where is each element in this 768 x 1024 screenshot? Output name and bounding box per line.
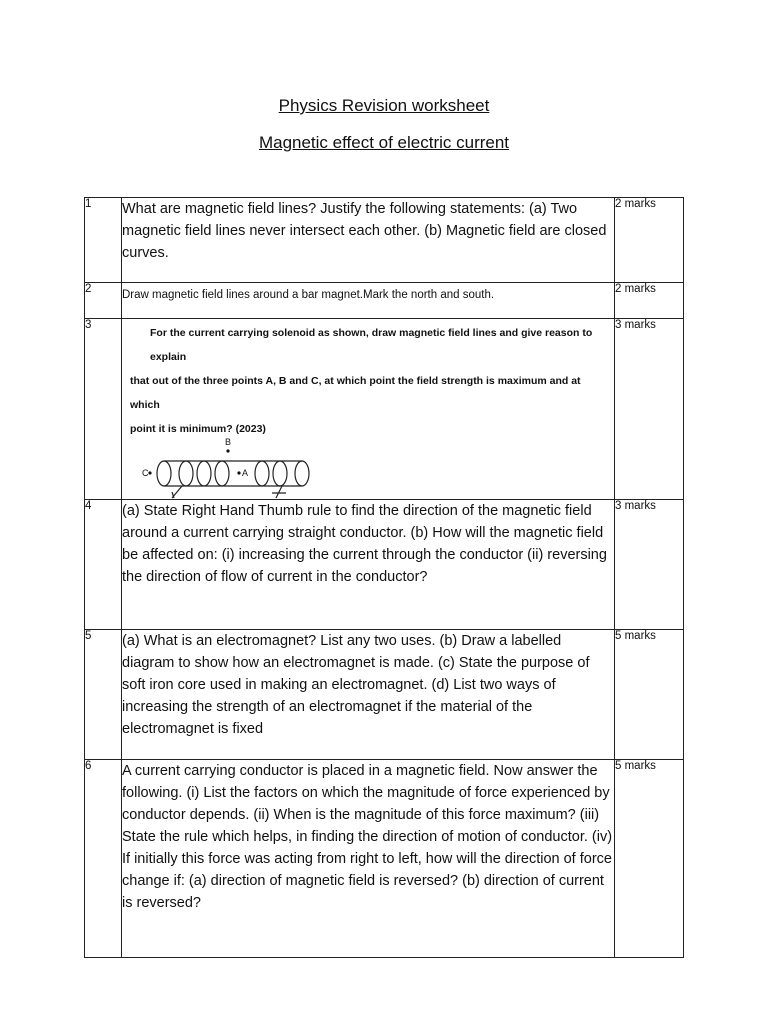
question-marks: 2 marks [615, 283, 684, 319]
question-number: 5 [85, 630, 122, 760]
question-number: 6 [85, 760, 122, 958]
question-text [122, 319, 614, 441]
point-b-label: B [224, 437, 232, 447]
question-number: 1 [85, 198, 122, 283]
question-row-5 [85, 630, 684, 760]
question-row-6 [85, 760, 684, 958]
question-row-4 [85, 500, 684, 630]
question-marks: 2 marks [615, 198, 684, 283]
question-row-3 [85, 319, 684, 500]
question-number: 2 [85, 283, 122, 319]
point-a-label: A [242, 468, 249, 478]
question-number: 3 [85, 319, 122, 500]
question-marks: 5 marks [615, 630, 684, 760]
solenoid-coil [157, 461, 309, 498]
worksheet-subtitle: Magnetic effect of electric current [258, 133, 510, 152]
point-c-label: C [142, 468, 149, 478]
question-marks: 3 marks [615, 500, 684, 630]
question-text: Draw magnetic field lines around a bar magnet.Mark the north and south. [122, 283, 615, 319]
point-a-dot [237, 471, 240, 474]
solenoid-diagram [136, 435, 336, 499]
question-marks: 3 marks [615, 319, 684, 500]
question-text: (a) State Right Hand Thumb rule to find the direction of the magnetic field around a current carrying straight conductor. (b) How will the magnetic field be affected on: (i) increasing the current through the conductor (ii) reversing the direction of flow of current in the conductor? [122, 500, 615, 630]
question-row-2 [85, 283, 684, 319]
question-text-line: point it is minimum? (2023) [130, 423, 266, 435]
questions-table [84, 197, 684, 958]
question-text: What are magnetic field lines? Justify the following statements: (a) Two magnetic field lines never intersect each other. (b) Magnetic field are closed curves. [122, 198, 615, 283]
question-text-line: For the current carrying solenoid as shown, draw magnetic field lines and give reason to explain [150, 327, 593, 363]
question-text: (a) What is an electromagnet? List any two uses. (b) Draw a labelled diagram to show how an electromagnet is made. (c) State the purpose of soft iron core used in making an electromagnet. (d) List two ways of increasing the strength of an electromagnet if the material of the electromagnet is fixed [122, 630, 615, 760]
point-b-dot [226, 449, 229, 452]
question-row-1 [85, 198, 684, 283]
question-number: 4 [85, 500, 122, 630]
question-content [122, 319, 615, 500]
question-text-line: that out of the three points A, B and C, at which point the field strength is maximum and at which [130, 375, 581, 411]
question-text: A current carrying conductor is placed in a magnetic field. Now answer the following. (i) List the factors on which the magnitude of force experienced by conductor depends. (ii) When is the magnitude of this force maximum? (iii) State the rule which helps, in finding the direction of motion of conductor. (iv) If initially this force was acting from right to left, how will the direction of force change if: (a) direction of magnetic field is reversed? (b) direction of current is reversed? [122, 760, 615, 958]
worksheet-title: Physics Revision worksheet [278, 96, 490, 115]
question-marks: 5 marks [615, 760, 684, 958]
point-c-dot [148, 471, 151, 474]
